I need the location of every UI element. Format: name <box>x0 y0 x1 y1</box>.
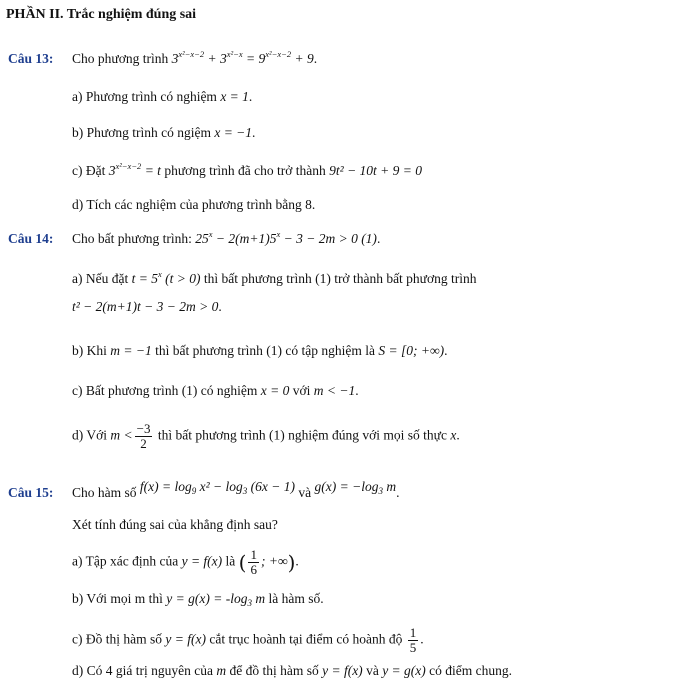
q14-option-a: a) Nếu đặt $t = 5^x$ (t > 0) thì bất phương trình (1) trở thành bất phương trình <box>72 269 477 286</box>
q13-option-c: c) Đặt $3^{x^2-x-2} = t$ phương trình đã cho trở thành 9t² − 10t + 9 = 0 <box>72 161 423 178</box>
q15-option-d: d) Có 4 giá trị nguyên của m để đồ thị hàm số y = f(x) và y = g(x) có điểm chung. <box>72 663 513 678</box>
q14-option-c: c) Bất phương trình (1) có nghiệm x = 0 với m < −1. <box>72 383 359 398</box>
question-13-label: Câu 13: <box>8 51 54 66</box>
question-15-stem: Cho hàm số $f(x) = \log_9 x^2 - \log_3 (6x - 1)$ và $g(x) = -\log_3$ m. <box>72 479 400 500</box>
q14-fraction: $\frac{-3}{2}$ <box>136 421 151 451</box>
q15-intro: Xét tính đúng sai của khẳng định sau? <box>72 517 278 532</box>
question-14-stem: Cho bất phương trình: $25^x - 2(m+1)5^x - 3 - 2m > 0$ (1). <box>72 229 381 246</box>
q13-option-b: b) Phương trình có ngiệm x = −1. <box>72 125 256 140</box>
q15-option-b: b) Với mọi m thì $y = g(x) = -\log_3$ m là hàm số. <box>72 591 324 608</box>
section-title: PHẦN II. Trắc nghiệm đúng sai <box>6 7 197 22</box>
question-13-stem: Cho phương trình $3^{x^2-x-2} + 3^{x^2-x} = 9^{x^2-x-2} + 9$. <box>72 49 318 66</box>
question-15-label: Câu 15: <box>8 485 54 500</box>
q13-equation: $3^{x^2-x-2} + 3^{x^2-x} = 9^{x^2-x-2} + 9$ <box>171 49 314 66</box>
q15-option-a: a) Tập xác định của y = f(x) là ( $\frac{1}{6}$ ; +∞). <box>72 547 299 577</box>
q14-option-b: b) Khi m = −1 thì bất phương trình (1) có tập nghiệm là S = [0; +∞). <box>72 343 448 358</box>
q15a-fraction: $\frac{1}{6}$ <box>250 547 257 577</box>
q14-option-d: d) Với m < $\frac{-3}{2}$ thì bất phương trình (1) nghiệm đúng với mọi số thực x. <box>72 421 460 451</box>
q15-option-c: c) Đồ thị hàm số y = f(x) cắt trục hoành tại điểm có hoành độ $\frac{1}{5}$ . <box>72 625 424 655</box>
question-14-label: Câu 14: <box>8 231 54 246</box>
q13-option-a: a) Phương trình có nghiệm x = 1. <box>72 89 253 104</box>
q15c-fraction: $\frac{1}{5}$ <box>409 625 417 655</box>
q13-stem-text: Cho phương trình <box>72 51 169 66</box>
q13-option-d: d) Tích các nghiệm của phương trình bằng 8. <box>72 197 316 212</box>
q14-option-a-line2: t² − 2(m+1)t − 3 − 2m > 0. <box>72 299 222 314</box>
